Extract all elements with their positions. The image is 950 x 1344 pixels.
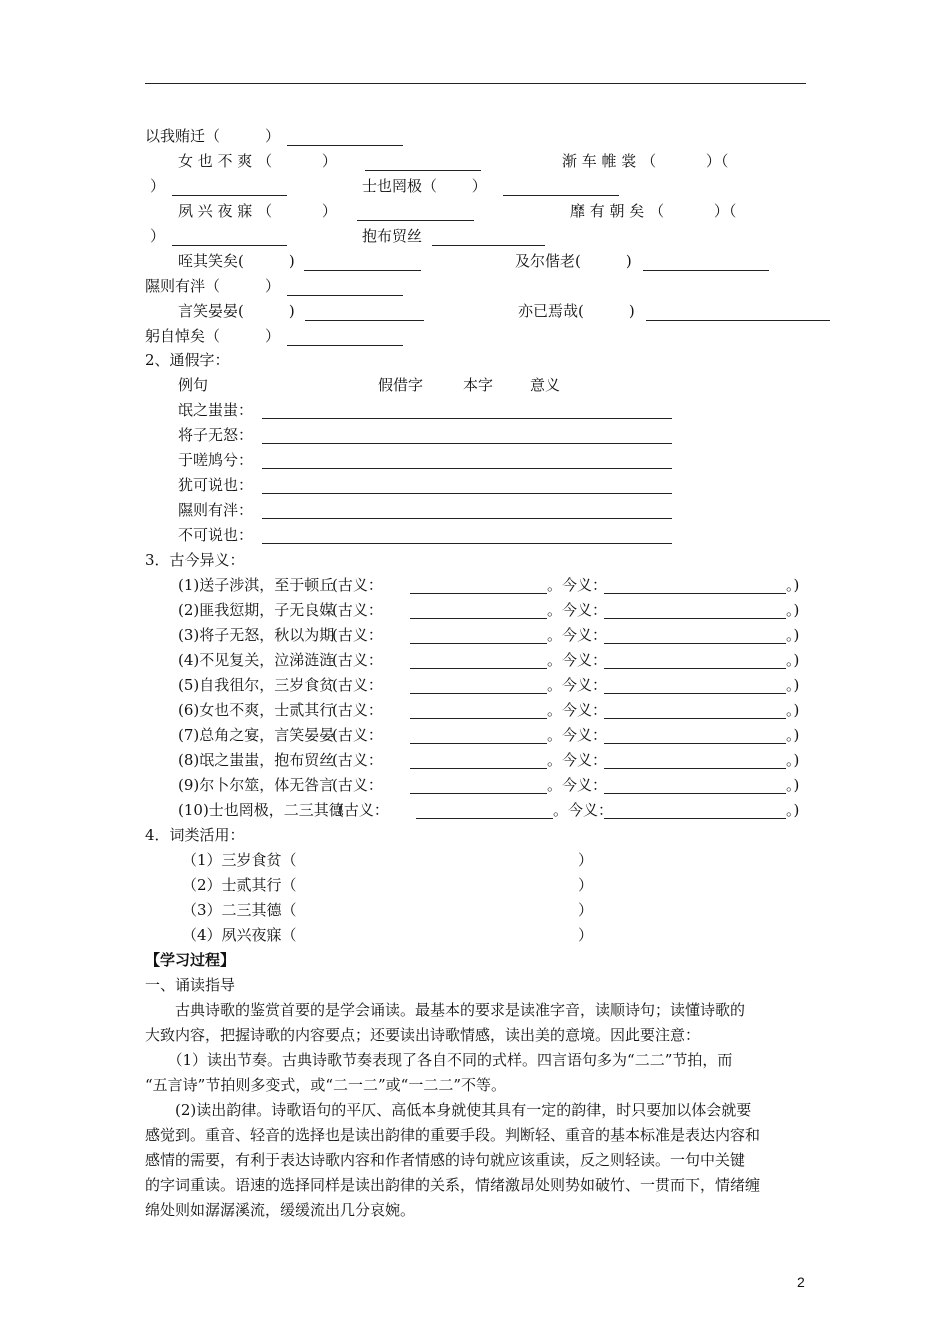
jin-label: 。今义： (547, 726, 608, 744)
blank-field (410, 693, 547, 694)
header-rule (145, 83, 806, 84)
jin-label: 。今义： (547, 751, 608, 769)
gujin-item: (10)士也罔极，二三其德 (178, 801, 344, 819)
vocab-item: 及尔偕老( ) (515, 252, 632, 270)
column-header: 例句 (178, 376, 209, 394)
vocab-item: ） (150, 227, 166, 245)
end-mark: 。) (786, 651, 800, 669)
blank-field (262, 518, 672, 519)
gujin-item: (9)尔卜尔筮，体无咎言 (178, 776, 335, 794)
gu-label: (古义： (338, 801, 389, 819)
blank-field (172, 195, 287, 196)
blank-field (604, 668, 786, 669)
gujin-item: (7)总角之宴，言笑晏晏 (178, 726, 335, 744)
page-number: 2 (797, 1274, 805, 1290)
blank-field (604, 618, 786, 619)
section-heading: 【学习过程】 (145, 951, 236, 969)
vocab-item: 亦已焉哉( ) (518, 302, 635, 320)
end-mark: 。) (786, 701, 800, 719)
blank-field (305, 320, 424, 321)
blank-field (604, 693, 786, 694)
tongjia-item: 将子无怒： (178, 426, 254, 444)
vocab-item: 躬自悼矣（ ） (145, 327, 281, 345)
gujin-item: (4)不见复关，泣涕涟涟 (178, 651, 335, 669)
blank-field (410, 743, 547, 744)
blank-field (646, 320, 830, 321)
gujin-item: (6)女也不爽，士贰其行 (178, 701, 335, 719)
blank-field (262, 468, 672, 469)
subheading: 一、诵读指导 (145, 976, 236, 994)
vocab-item: 抱布贸丝 (362, 227, 423, 245)
blank-field (262, 443, 672, 444)
blank-field (172, 245, 287, 246)
blank-field (410, 593, 547, 594)
jin-label: 。今义： (553, 801, 614, 819)
paragraph-line: 感情的需要，有利于表达诗歌内容和作者情感的诗句就应该重读，反之则轻读。一句中关键 (145, 1151, 746, 1169)
blank-field (604, 718, 786, 719)
jin-label: 。今义： (547, 601, 608, 619)
blank-field (357, 220, 474, 221)
blank-field (410, 793, 547, 794)
paragraph-line: 绵处则如潺潺溪流，缓缓流出几分哀婉。 (145, 1201, 416, 1219)
vocab-item: 以我贿迁（ ） (145, 127, 281, 145)
vocab-item: 隰则有泮（ ） (145, 277, 281, 295)
blank-field (365, 170, 481, 171)
blank-field (287, 145, 403, 146)
gu-label: (古义： (332, 576, 383, 594)
close-paren: ） (578, 901, 594, 919)
vocab-item: 渐 车 帷 裳 （ ）（ (562, 152, 729, 170)
paragraph-line: 大致内容，把握诗歌的内容要点；还要读出诗歌情感，读出美的意境。因此要注意： (145, 1026, 701, 1044)
tongjia-item: 不可说也： (178, 526, 254, 544)
blank-field (604, 593, 786, 594)
blank-field (262, 418, 672, 419)
gu-label: (古义： (332, 651, 383, 669)
blank-field (410, 643, 547, 644)
gu-label: (古义： (332, 626, 383, 644)
blank-field (410, 618, 547, 619)
blank-field (287, 295, 403, 296)
end-mark: 。) (786, 576, 800, 594)
blank-field (503, 195, 619, 196)
vocab-item: 女 也 不 爽 （ ） (178, 152, 337, 170)
tongjia-item: 隰则有泮： (178, 501, 254, 519)
column-header: 假借字 (378, 376, 424, 394)
gu-label: (古义： (332, 776, 383, 794)
close-paren: ） (578, 851, 594, 869)
gujin-item: (5)自我徂尔，三岁食贫 (178, 676, 335, 694)
blank-field (287, 345, 403, 346)
vocab-item: 言笑晏晏( ) (178, 302, 295, 320)
cilei-item: （4）夙兴夜寐（ (182, 926, 297, 944)
jin-label: 。今义： (547, 626, 608, 644)
end-mark: 。) (786, 676, 800, 694)
section-heading: 2、通假字： (145, 351, 230, 369)
jin-label: 。今义： (547, 651, 608, 669)
gu-label: (古义： (332, 701, 383, 719)
close-paren: ） (578, 926, 594, 944)
gu-label: (古义： (332, 751, 383, 769)
paragraph-line: （1）读出节奏。古典诗歌节奏表现了各自不同的式样。四言语句多为“二二”节拍，而 (145, 1051, 733, 1069)
blank-field (262, 493, 672, 494)
blank-field (604, 793, 786, 794)
tongjia-item: 犹可说也： (178, 476, 254, 494)
close-paren: ） (578, 876, 594, 894)
tongjia-item: 于嗟鸠兮： (178, 451, 254, 469)
blank-field (604, 643, 786, 644)
gu-label: (古义： (332, 601, 383, 619)
gujin-item: (3)将子无怒，秋以为期 (178, 626, 335, 644)
paragraph-line: (2)读出韵律。诗歌语句的平仄、高低本身就使其具有一定的韵律，时只要加以体会就要 (145, 1101, 752, 1119)
end-mark: 。) (786, 601, 800, 619)
blank-field (604, 818, 786, 819)
end-mark: 。) (786, 626, 800, 644)
paragraph-line: 感觉到。重音、轻音的选择也是读出韵律的重要手段。判断轻、重音的基本标准是表达内容和 (145, 1126, 761, 1144)
gujin-item: (2)匪我愆期，子无良媒 (178, 601, 335, 619)
column-header: 本字 (463, 376, 494, 394)
gujin-item: (1)送子涉淇，至于顿丘 (178, 576, 335, 594)
blank-field (643, 270, 769, 271)
blank-field (262, 543, 672, 544)
cilei-item: （3）二三其德（ (182, 901, 297, 919)
gujin-item: (8)氓之蚩蚩，抱布贸丝 (178, 751, 335, 769)
blank-field (410, 768, 547, 769)
vocab-item: ） (150, 177, 166, 195)
vocab-item: 靡 有 朝 矣 （ ）（ (570, 202, 737, 220)
gu-label: (古义： (332, 726, 383, 744)
blank-field (410, 718, 547, 719)
jin-label: 。今义： (547, 576, 608, 594)
end-mark: 。) (786, 776, 800, 794)
gu-label: (古义： (332, 676, 383, 694)
tongjia-item: 氓之蚩蚩： (178, 401, 254, 419)
vocab-item: 夙 兴 夜 寐 （ ） (178, 202, 337, 220)
end-mark: 。) (786, 801, 800, 819)
blank-field (432, 245, 545, 246)
vocab-item: 士也罔极（ ） (362, 177, 487, 195)
section-heading: 4．词类活用： (145, 826, 245, 844)
jin-label: 。今义： (547, 776, 608, 794)
paragraph-line: “五言诗”节拍则多变式，或“二一二”或“一二二”不等。 (145, 1076, 507, 1094)
blank-field (304, 270, 421, 271)
paragraph-line: 古典诗歌的鉴赏首要的是学会诵读。最基本的要求是读准字音，读顺诗句；读懂诗歌的 (145, 1001, 746, 1019)
blank-field (604, 768, 786, 769)
section-heading: 3．古今异义： (145, 551, 245, 569)
cilei-item: （1）三岁食贫（ (182, 851, 297, 869)
blank-field (604, 743, 786, 744)
column-header: 意义 (530, 376, 561, 394)
end-mark: 。) (786, 726, 800, 744)
cilei-item: （2）士贰其行（ (182, 876, 297, 894)
jin-label: 。今义： (547, 676, 608, 694)
jin-label: 。今义： (547, 701, 608, 719)
blank-field (416, 818, 553, 819)
paragraph-line: 的字词重读。语速的选择同样是读出韵律的关系，情绪激昂处则势如破竹、一贯而下，情绪缠 (145, 1176, 761, 1194)
end-mark: 。) (786, 751, 800, 769)
vocab-item: 咥其笑矣( ) (178, 252, 295, 270)
blank-field (410, 668, 547, 669)
